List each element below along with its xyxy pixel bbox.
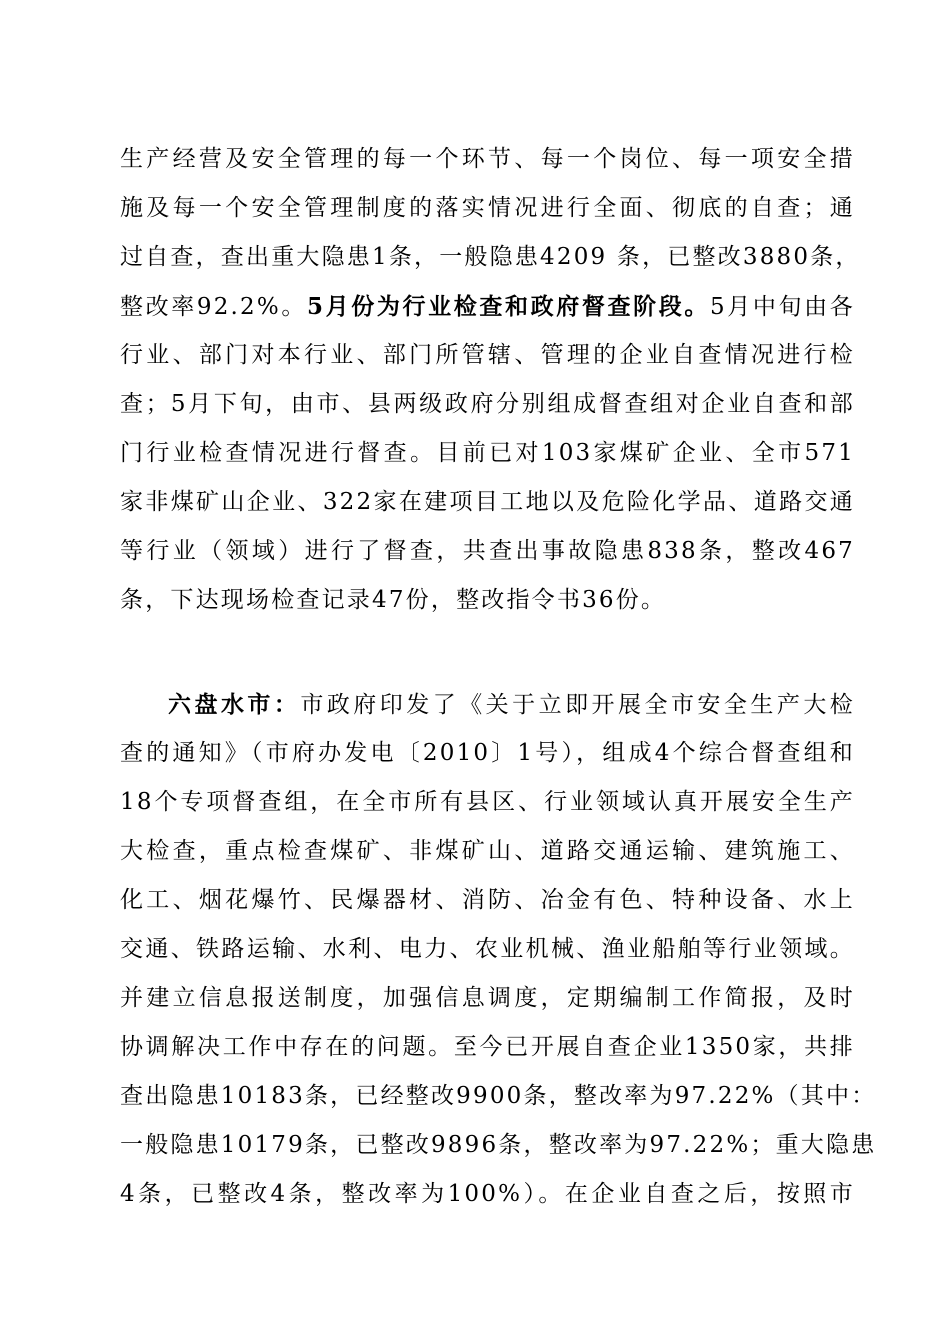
text-line: 施及每一个安全管理制度的落实情况进行全面、彻底的自查；通 [120,195,855,221]
bold-heading-phrase: 5月份为行业检查和政府督查阶段。 [307,293,711,320]
text-line: 18个专项督查组，在全市所有县区、行业领域认真开展安全生产 [120,789,855,815]
text-line: 生产经营及安全管理的每一个环节、每一个岗位、每一项安全措 [120,146,855,172]
paragraph-liupanshui [120,680,877,1219]
text-segment: 5月中旬由各 [710,294,855,320]
text-line: 大检查，重点检查煤矿、非煤矿山、道路交通运输、建筑施工、 [120,838,855,864]
text-line: 并建立信息报送制度，加强信息调度，定期编制工作简报，及时 [120,985,855,1011]
text-line: 交通、铁路运输、水利、电力、农业机械、渔业船舶等行业领域。 [120,936,855,962]
text-line: 一般隐患10179条，已整改9896条，整改率为97.22%；重大隐患 [120,1132,877,1158]
text-line: 查的通知》（市府办发电〔2010〕1号），组成4个综合督查组和 [120,740,855,766]
text-line-mixed [120,680,855,729]
text-line: 化工、烟花爆竹、民爆器材、消防、冶金有色、特种设备、水上 [120,887,855,913]
city-name-heading: 六盘水市： [168,691,301,718]
text-segment: 整改率92.2%。 [120,294,307,320]
text-line: 家非煤矿山企业、322家在建项目工地以及危险化学品、道路交通 [120,489,855,515]
text-segment: 市政府印发了《关于立即开展全市安全生产大检 [300,692,855,718]
text-line: 查出隐患10183条，已经整改9900条，整改率为97.22%（其中： [120,1083,877,1109]
text-line: 门行业检查情况进行督查。目前已对103家煤矿企业、全市571 [120,440,855,466]
text-line: 4条，已整改4条，整改率为100%）。在企业自查之后，按照市 [120,1181,855,1207]
text-line: 行业、部门对本行业、部门所管辖、管理的企业自查情况进行检 [120,342,855,368]
text-line: 协调解决工作中存在的问题。至今已开展自查企业1350家，共排 [120,1034,855,1060]
text-line-mixed [120,282,855,331]
paragraph-self-inspection [120,135,861,625]
text-line: 过自查，查出重大隐患1条，一般隐患4209 条，已整改3880条， [120,244,861,270]
text-line: 等行业（领域）进行了督查，共查出事故隐患838条，整改467 [120,538,855,564]
text-line: 条，下达现场检查记录47份，整改指令书36份。 [120,587,667,613]
text-line: 查；5月下旬，由市、县两级政府分别组成督查组对企业自查和部 [120,391,855,417]
